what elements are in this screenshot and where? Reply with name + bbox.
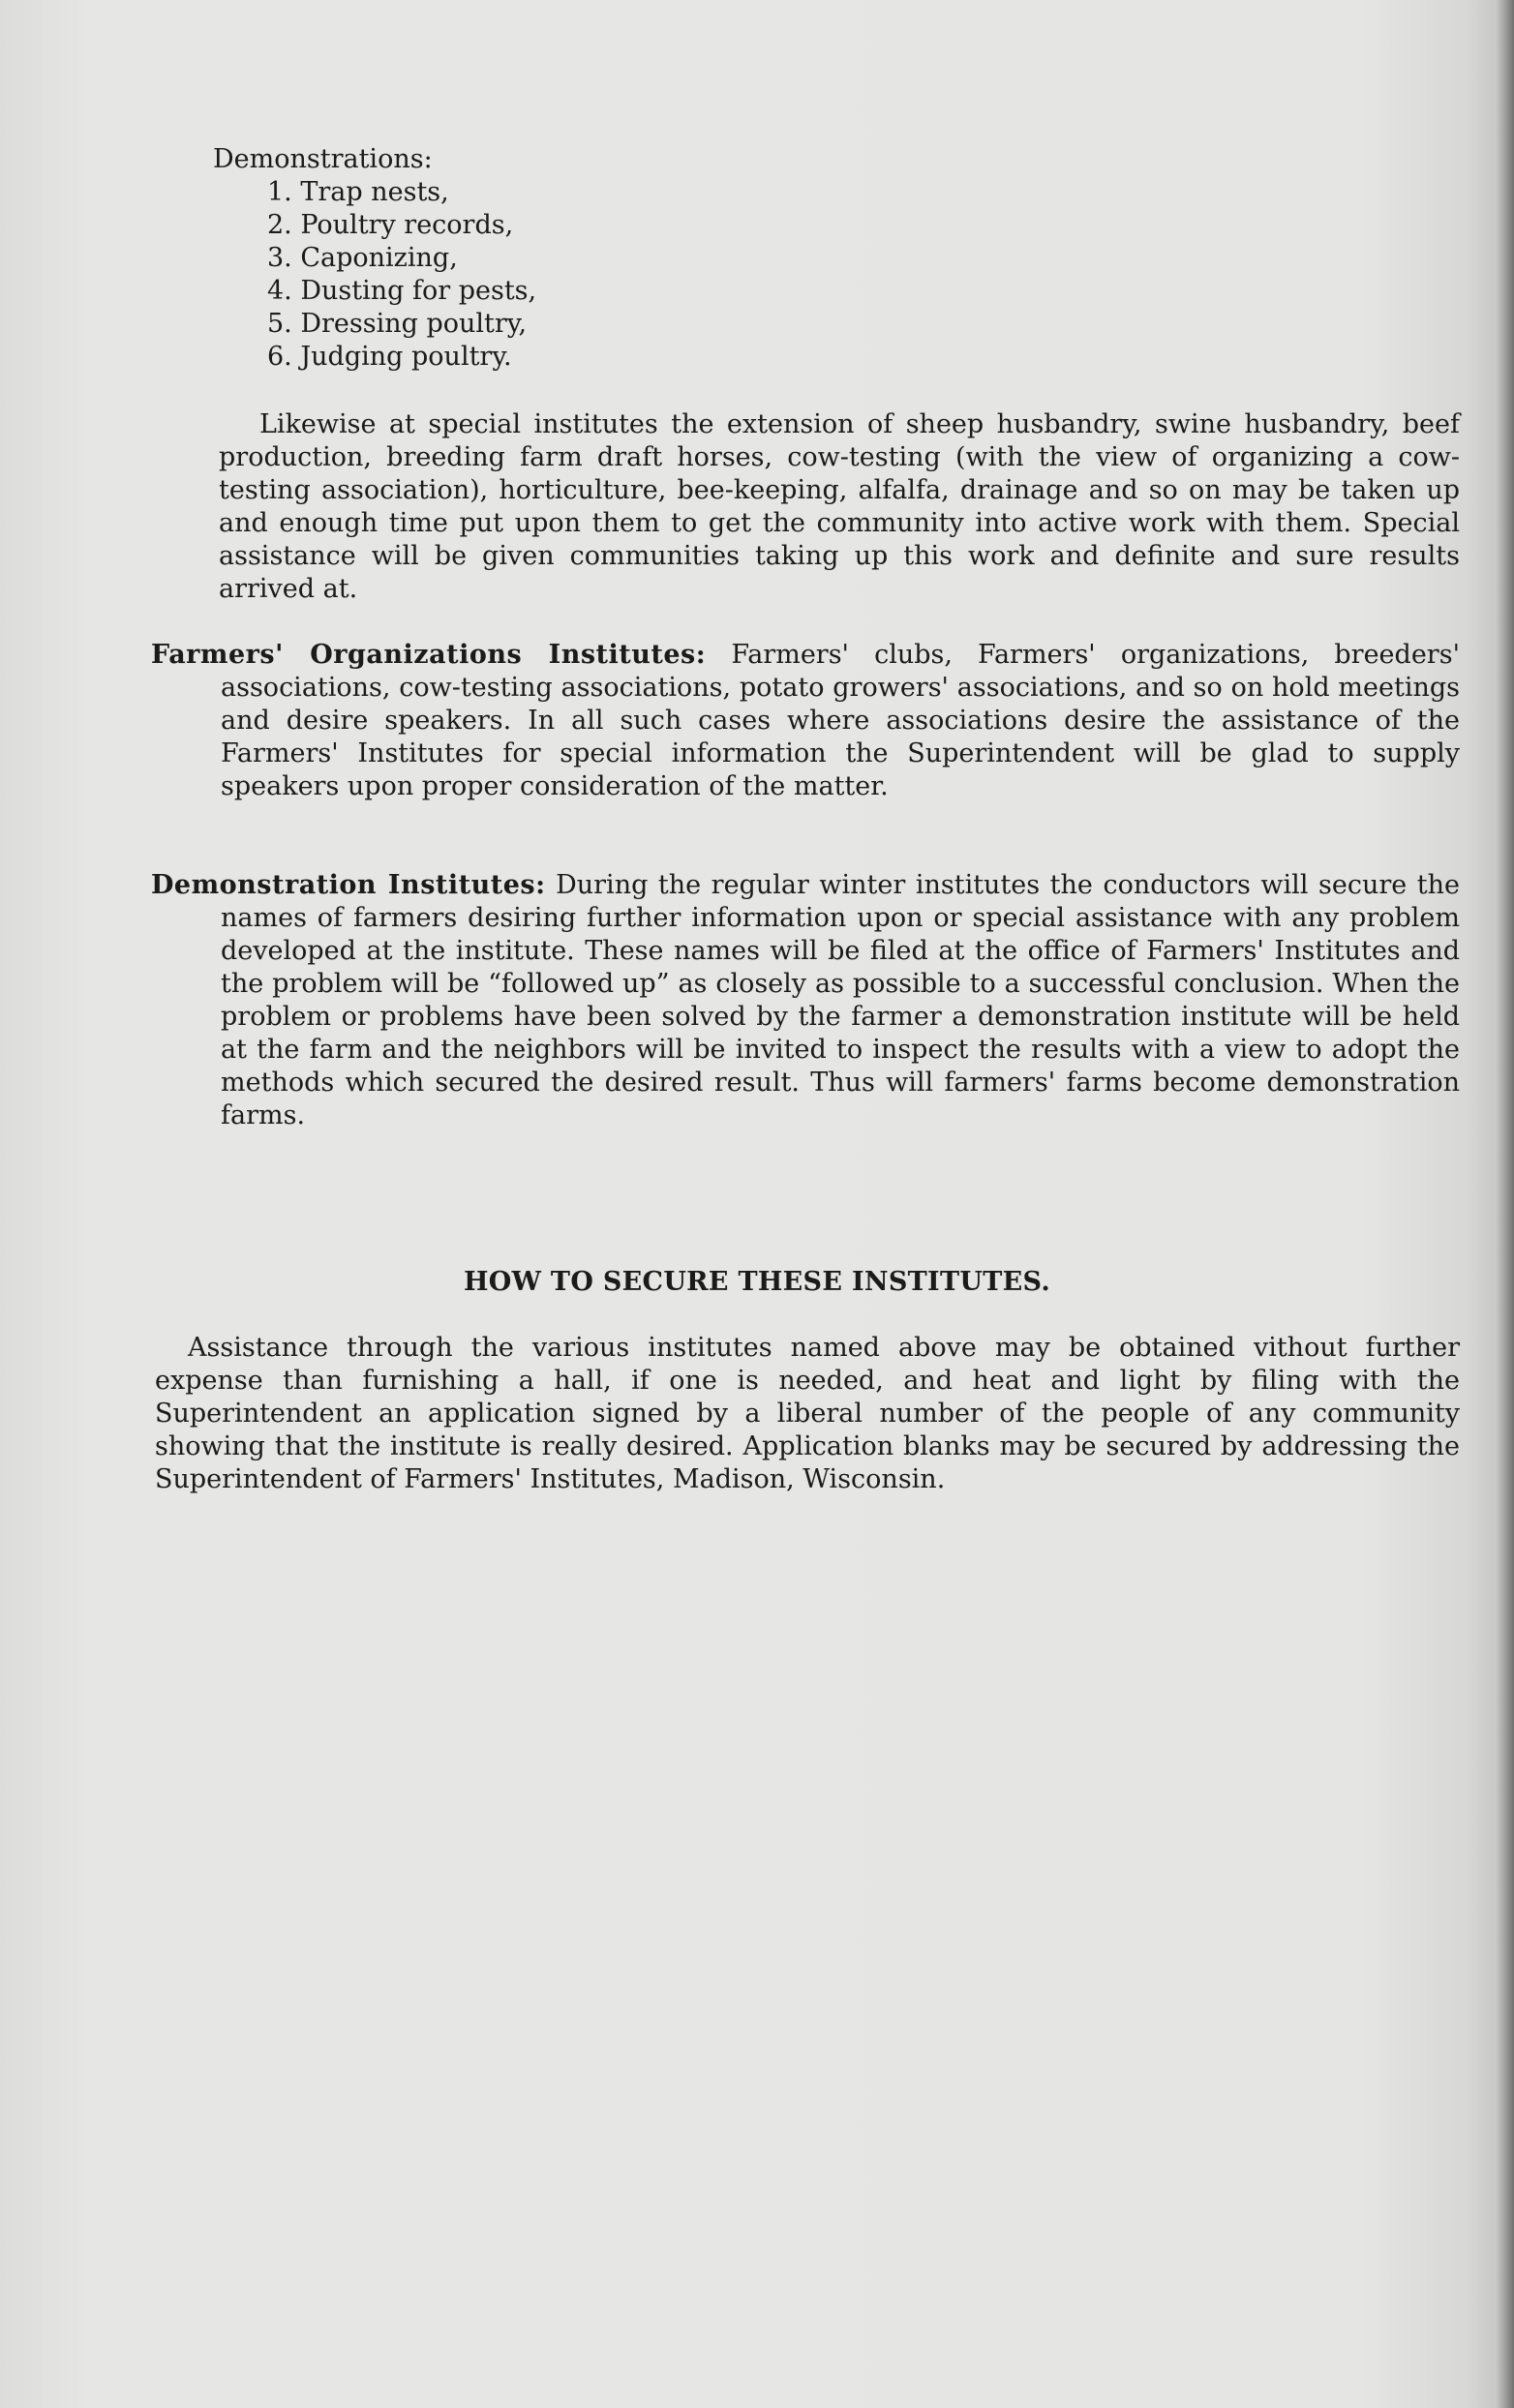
- demonstration-institutes-text: During the regular winter institutes the conductors will secure the names of farmers desiring further information upon or special assistance with any problem developed at the institute. These names will be filed at the office of Farmers' Institutes and the problem will be “followed up” as closely as possible to a successful conclusion. When the problem or problems have been solved by the farmer a demonstration institute will be held at the farm and the neighbors will be invited to inspect the results with a view to adopt the methods which secured the desired result. Thus will farmers' farms become demonstration farms.: [221, 870, 1460, 1130]
- demonstrations-list: [267, 176, 536, 374]
- demonstration-institutes-paragraph: [151, 869, 1460, 1132]
- list-item: 4. Dusting for pests,: [267, 276, 537, 306]
- page-edge: [1495, 0, 1514, 2408]
- list-item: 6. Judging poultry.: [267, 342, 512, 372]
- list-item: 1. Trap nests,: [267, 177, 449, 207]
- likewise-paragraph: Likewise at special institutes the extension of sheep husbandry, swine husbandry, beef production, breeding farm draft horses, cow-testing (with the view of organizing a cow-testing association), horticulture, bee-keeping, alfalfa, drainage and so on may be taken up and enough time put upon them to get the community into active work with them. Special assistance will be given communities taking up this work and definite and sure results arrived at.: [219, 409, 1460, 604]
- demonstration-institutes-title: Demonstration Institutes:: [151, 870, 546, 900]
- farmers-organizations-text: Farmers' clubs, Farmers' organizations, breeders' associations, cow-testing associations, potato growers' associations, and so on hold meetings and desire speakers. In all such cases where associations desire the assistance of the Farmers' Institutes for special information the Superintendent will be glad to supply speakers upon proper consideration of the matter.: [221, 640, 1460, 801]
- list-item: 2. Poultry records,: [267, 210, 514, 240]
- farmers-organizations-title: Farmers' Organizations Institutes:: [151, 640, 707, 670]
- demonstrations-label: Demonstrations:: [213, 144, 433, 174]
- section-heading: HOW TO SECURE THESE INSTITUTES.: [463, 1267, 1051, 1297]
- farmers-organizations-paragraph: [151, 639, 1460, 803]
- list-item: 5. Dressing poultry,: [267, 309, 528, 339]
- closing-paragraph: Assistance through the various institutes named above may be obtained vithout further expense than furnishing a hall, if one is needed, and heat and light by filing with the Superintendent an application signed by a liberal number of the people of any community showing that the institute is really desired. Application blanks may be secured by addressing the Superintendent of Farmers' Institutes, Madison, Wisconsin.: [155, 1333, 1460, 1494]
- list-item: 3. Caponizing,: [267, 243, 458, 273]
